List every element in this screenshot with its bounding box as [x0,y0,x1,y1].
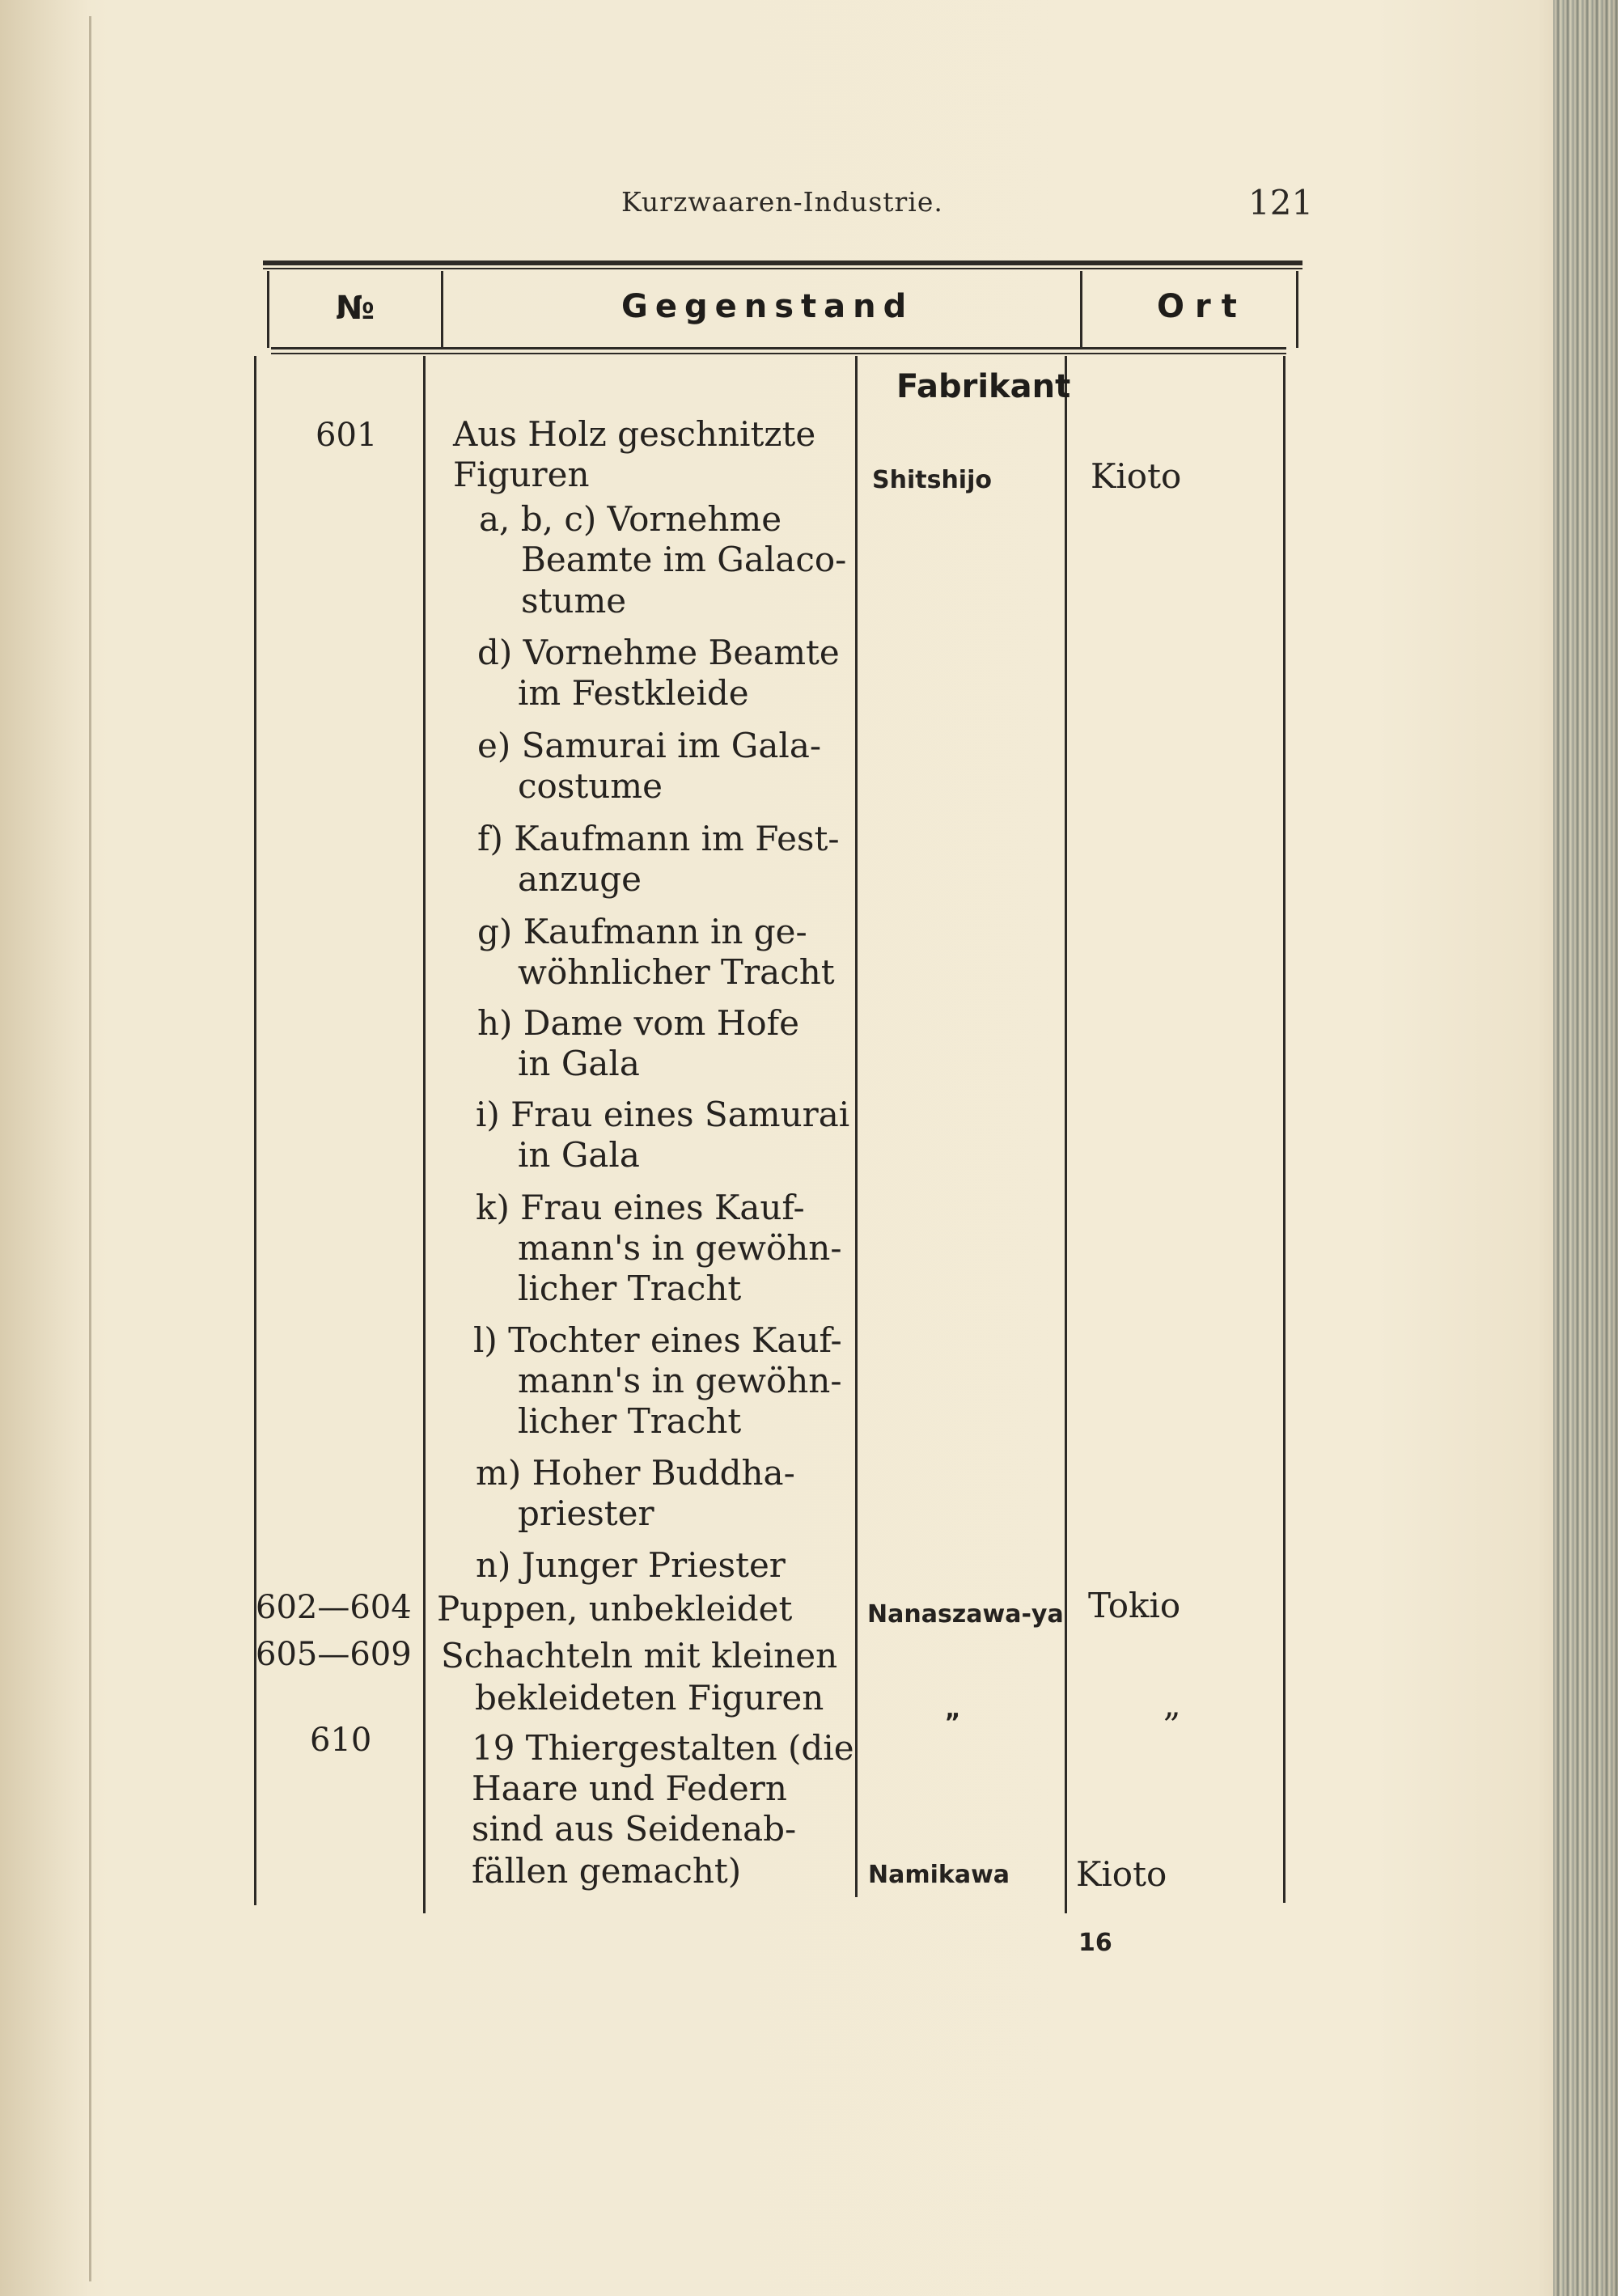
column-header-place: Ort [1157,288,1247,325]
printer-signature-mark: 16 [1078,1929,1112,1957]
item-text: bekleideten Figuren [475,1678,824,1718]
table-top-rule [263,261,1302,265]
running-title: Kurzwaaren-Industrie. [621,186,943,218]
sub-item-text: Beamte im Galaco- [521,540,847,579]
item-text: Puppen, unbekleidet [437,1589,793,1629]
column-header-subject: Gegenstand [621,288,914,325]
item-text: 19 Thiergestalten (die [472,1728,854,1768]
column-rule-left-border [267,271,269,348]
sub-item-text: in Gala [518,1135,640,1175]
column-header-number: № [336,290,375,327]
sub-item-text: licher Tracht [518,1401,742,1441]
sub-item-text: i) Frau eines Samurai [476,1095,850,1134]
header-bottom-rule-thin [271,353,1286,354]
item-text: Schachteln mit kleinen [441,1636,838,1675]
sub-item-text: m) Hoher Buddha- [476,1453,795,1493]
sub-item-text: wöhnlicher Tracht [518,952,835,992]
column-rule-no [423,356,426,1913]
item-place: Kioto [1091,456,1182,496]
sub-item-text: in Gala [518,1044,640,1083]
sub-item-text: e) Samurai im Gala- [477,726,822,765]
item-maker: „ [945,1696,961,1724]
column-rule-subject-header [1080,271,1082,348]
sub-item-text: anzuge [518,859,642,899]
item-number: 601 [316,417,378,454]
sub-item-text: a, b, c) Vornehme [479,499,782,539]
column-rule-no-header [441,271,443,348]
table-top-rule-thin [263,268,1302,269]
sub-item-text: stume [521,581,627,621]
page-fold [89,16,91,2281]
sub-item-text: priester [518,1493,654,1533]
item-number: 605—609 [256,1636,412,1673]
item-text: Aus Holz geschnitzte [453,414,816,454]
column-rule-subject [855,356,858,1897]
item-place: Tokio [1088,1586,1181,1625]
page-left-margin [0,0,89,2296]
sub-item-text: mann's in gewöhn- [518,1361,842,1400]
page-number: 121 [1248,183,1314,222]
column-rule-right-header [1296,271,1298,348]
item-maker: Nanaszawa-ya [867,1600,1064,1629]
header-bottom-rule [271,347,1286,349]
sub-item-text: k) Frau eines Kauf- [476,1188,805,1227]
item-maker: Namikawa [868,1861,1010,1889]
sub-item-text: d) Vornehme Beamte [477,633,840,672]
item-number: 610 [310,1722,372,1759]
item-maker: Shitshijo [872,466,992,494]
sub-item-text: mann's in gewöhn- [518,1228,842,1268]
column-rule-maker [1065,356,1067,1913]
column-header-maker: Fabrikant [896,368,1071,405]
item-number: 602—604 [256,1589,412,1626]
item-place: Kioto [1076,1854,1167,1894]
sub-item-text: n) Junger Priester [476,1545,786,1585]
sub-item-text: g) Kaufmann in ge- [477,912,807,951]
item-place: „ [1163,1684,1181,1724]
item-text: sind aus Seidenab- [472,1809,797,1849]
sub-item-text: im Festkleide [518,673,749,713]
item-text: Haare und Federn [472,1769,787,1808]
book-spine [1553,0,1618,2296]
sub-item-text: licher Tracht [518,1269,742,1308]
item-text: fällen gemacht) [472,1851,742,1891]
sub-item-text: f) Kaufmann im Fest- [477,819,840,858]
item-text: Figuren [453,455,590,494]
sub-item-text: costume [518,766,663,806]
column-rule-right [1283,356,1286,1903]
sub-item-text: h) Dame vom Hofe [477,1003,800,1043]
sub-item-text: l) Tochter eines Kauf- [473,1320,842,1360]
